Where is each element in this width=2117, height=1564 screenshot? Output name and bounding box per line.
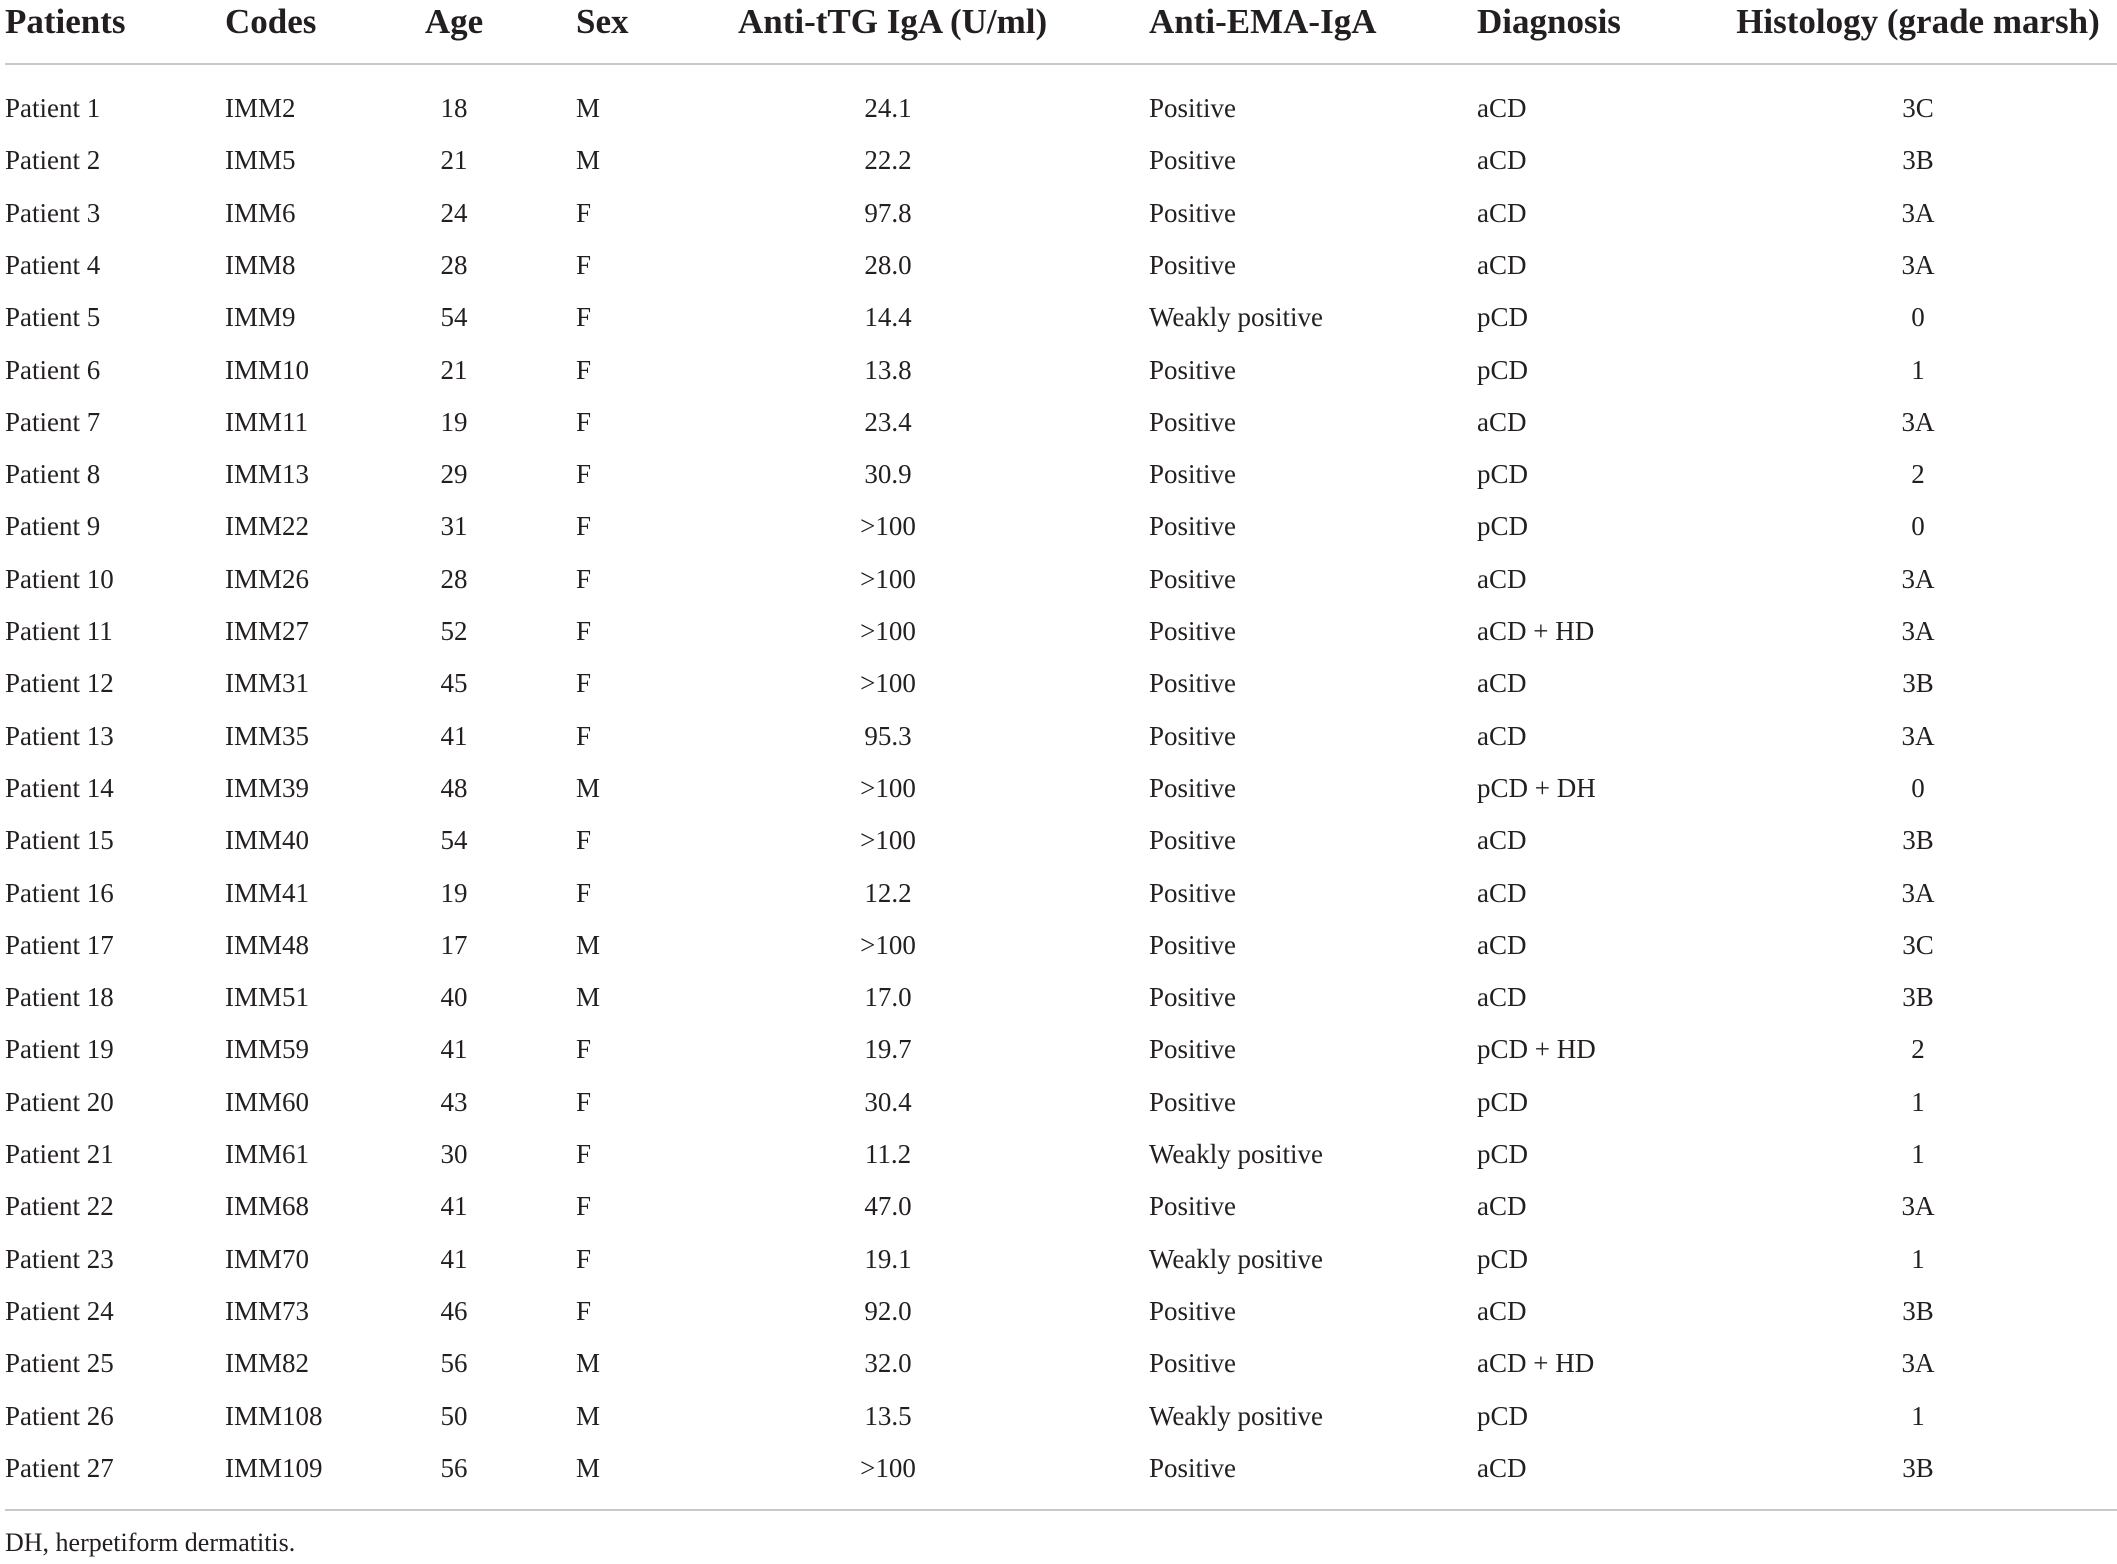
cell-anti-ema: Positive <box>1149 249 1237 280</box>
cell-age: 46 <box>440 1295 468 1326</box>
cell-anti-ttg: 22.2 <box>864 145 912 176</box>
cell-patient: Patient 13 <box>5 720 114 751</box>
cell-patient: Patient 14 <box>5 772 114 803</box>
cell-patient: Patient 4 <box>5 249 101 280</box>
cell-anti-ttg: 32.0 <box>864 1348 912 1379</box>
cell-age: 45 <box>440 668 468 699</box>
cell-code: IMM82 <box>225 1348 310 1379</box>
table-row <box>0 291 2117 343</box>
cell-code: IMM60 <box>225 1086 310 1117</box>
cell-age: 18 <box>440 93 468 123</box>
table-row <box>0 1023 2117 1075</box>
cell-histology: 3A <box>1901 249 1935 280</box>
table-footnote: DH, herpetiform dermatitis. <box>5 1528 296 1557</box>
header-histology: Histology (grade marsh) <box>1736 2 2100 41</box>
cell-sex: M <box>576 929 601 960</box>
cell-histology: 3B <box>1902 668 1934 699</box>
cell-patient: Patient 22 <box>5 1191 114 1222</box>
cell-age: 40 <box>440 982 468 1013</box>
cell-sex: M <box>576 1452 601 1483</box>
cell-age: 56 <box>440 1452 468 1483</box>
header-age: Age <box>424 2 484 41</box>
cell-histology: 0 <box>1911 772 1925 803</box>
cell-diagnosis: aCD <box>1477 1452 1527 1483</box>
cell-patient: Patient 2 <box>5 145 101 176</box>
cell-histology: 2 <box>1911 1034 1925 1065</box>
header-rule <box>5 63 2117 65</box>
cell-anti-ttg: >100 <box>860 668 916 699</box>
table-row <box>0 1285 2117 1337</box>
cell-diagnosis: pCD <box>1477 354 1529 385</box>
cell-sex: F <box>576 668 592 699</box>
cell-sex: M <box>576 145 601 176</box>
cell-age: 17 <box>440 929 468 960</box>
cell-histology: 3B <box>1902 145 1934 176</box>
cell-anti-ttg: >100 <box>860 1452 916 1483</box>
cell-sex: F <box>576 1086 592 1117</box>
cell-age: 24 <box>440 197 468 228</box>
cell-anti-ttg: >100 <box>860 511 916 542</box>
cell-patient: Patient 20 <box>5 1086 114 1117</box>
cell-anti-ema: Positive <box>1149 1034 1237 1065</box>
cell-code: IMM68 <box>225 1191 310 1222</box>
cell-sex: F <box>576 1191 592 1222</box>
cell-age: 41 <box>440 720 468 751</box>
table-row <box>0 1390 2117 1442</box>
cell-patient: Patient 5 <box>5 302 101 333</box>
cell-histology: 3A <box>1901 720 1935 751</box>
table-row <box>0 762 2117 814</box>
cell-anti-ema: Positive <box>1149 877 1237 908</box>
cell-histology: 3A <box>1901 1348 1935 1379</box>
cell-diagnosis: aCD <box>1477 249 1527 280</box>
cell-age: 21 <box>440 354 468 385</box>
table-row <box>0 867 2117 919</box>
table-row <box>0 134 2117 186</box>
cell-sex: M <box>576 1348 601 1379</box>
cell-code: IMM9 <box>225 302 296 333</box>
table-row <box>0 187 2117 239</box>
cell-sex: F <box>576 511 592 542</box>
cell-anti-ttg: 12.2 <box>864 877 912 908</box>
cell-age: 28 <box>440 249 468 280</box>
cell-sex: F <box>576 563 592 594</box>
cell-diagnosis: aCD <box>1477 720 1527 751</box>
cell-age: 52 <box>440 616 468 646</box>
cell-anti-ema: Positive <box>1149 1191 1237 1222</box>
table-row <box>0 344 2117 396</box>
cell-anti-ema: Positive <box>1149 825 1237 856</box>
table-row <box>0 1076 2117 1128</box>
cell-histology: 3A <box>1901 616 1935 646</box>
cell-anti-ema: Weakly positive <box>1149 1139 1324 1169</box>
cell-age: 31 <box>440 511 468 542</box>
cell-diagnosis: aCD <box>1477 197 1527 228</box>
cell-anti-ttg: 13.8 <box>864 354 912 385</box>
cell-patient: Patient 17 <box>5 929 114 960</box>
cell-anti-ema: Positive <box>1149 982 1237 1013</box>
cell-anti-ema: Positive <box>1149 459 1237 490</box>
cell-code: IMM22 <box>225 511 310 542</box>
cell-anti-ema: Positive <box>1149 772 1237 803</box>
cell-patient: Patient 16 <box>5 877 114 908</box>
cell-histology: 3B <box>1902 825 1934 856</box>
cell-patient: Patient 11 <box>5 616 113 646</box>
cell-anti-ema: Positive <box>1149 1348 1237 1379</box>
cell-diagnosis: pCD <box>1477 1400 1529 1431</box>
cell-code: IMM2 <box>225 93 296 123</box>
cell-histology: 3C <box>1902 929 1934 960</box>
cell-code: IMM39 <box>225 772 310 803</box>
cell-histology: 2 <box>1911 459 1925 490</box>
cell-histology: 3A <box>1901 1191 1935 1222</box>
cell-anti-ema: Positive <box>1149 1452 1237 1483</box>
cell-anti-ttg: 19.7 <box>864 1034 912 1065</box>
table-row <box>0 814 2117 866</box>
cell-code: IMM10 <box>225 354 310 385</box>
table-row <box>0 1128 2117 1180</box>
cell-sex: F <box>576 720 592 751</box>
cell-histology: 1 <box>1911 354 1925 385</box>
cell-patient: Patient 3 <box>5 197 101 228</box>
cell-histology: 3C <box>1902 93 1934 123</box>
cell-patient: Patient 1 <box>5 93 101 123</box>
cell-age: 54 <box>440 302 468 333</box>
cell-sex: M <box>576 982 601 1013</box>
header-anti-ttg: Anti-tTG IgA (U/ml) <box>738 2 1048 41</box>
cell-anti-ttg: 30.9 <box>864 459 912 490</box>
cell-anti-ttg: 28.0 <box>864 249 912 280</box>
cell-code: IMM109 <box>225 1452 323 1483</box>
cell-code: IMM6 <box>225 197 296 228</box>
cell-code: IMM26 <box>225 563 310 594</box>
cell-diagnosis: pCD <box>1477 459 1529 490</box>
cell-anti-ema: Positive <box>1149 145 1237 176</box>
cell-patient: Patient 12 <box>5 668 114 699</box>
cell-sex: F <box>576 1295 592 1326</box>
cell-patient: Patient 25 <box>5 1348 114 1379</box>
cell-anti-ema: Positive <box>1149 197 1237 228</box>
cell-sex: F <box>576 1139 592 1169</box>
cell-code: IMM8 <box>225 249 296 280</box>
cell-code: IMM108 <box>225 1400 323 1431</box>
cell-age: 29 <box>440 459 468 490</box>
cell-anti-ttg: 19.1 <box>864 1243 912 1274</box>
cell-age: 43 <box>440 1086 468 1117</box>
cell-anti-ema: Weakly positive <box>1149 1400 1324 1431</box>
cell-anti-ttg: 92.0 <box>864 1295 912 1326</box>
cell-age: 50 <box>440 1400 468 1431</box>
cell-age: 56 <box>440 1348 468 1379</box>
cell-anti-ttg: 95.3 <box>864 720 912 751</box>
cell-patient: Patient 18 <box>5 982 114 1013</box>
cell-diagnosis: aCD <box>1477 668 1527 699</box>
table-row <box>0 1180 2117 1232</box>
cell-patient: Patient 19 <box>5 1034 114 1065</box>
cell-histology: 3A <box>1901 877 1935 908</box>
cell-anti-ema: Positive <box>1149 511 1237 542</box>
cell-code: IMM48 <box>225 929 310 960</box>
header-sex: Sex <box>576 2 629 41</box>
cell-code: IMM13 <box>225 459 310 490</box>
cell-diagnosis: aCD <box>1477 877 1527 908</box>
cell-histology: 3A <box>1901 563 1935 594</box>
cell-sex: F <box>576 249 592 280</box>
cell-histology: 1 <box>1911 1243 1925 1274</box>
cell-anti-ema: Weakly positive <box>1149 1243 1324 1274</box>
table-row <box>0 82 2117 134</box>
cell-diagnosis: aCD <box>1477 145 1527 176</box>
cell-sex: F <box>576 877 592 908</box>
cell-diagnosis: aCD <box>1477 563 1527 594</box>
cell-anti-ttg: 24.1 <box>864 93 912 123</box>
cell-anti-ttg: 23.4 <box>864 406 912 437</box>
cell-code: IMM11 <box>225 406 309 437</box>
cell-diagnosis: aCD + HD <box>1477 1348 1595 1379</box>
cell-sex: F <box>576 302 592 333</box>
cell-diagnosis: pCD <box>1477 511 1529 542</box>
cell-diagnosis: pCD <box>1477 1086 1529 1117</box>
cell-diagnosis: pCD <box>1477 1243 1529 1274</box>
table-row <box>0 605 2117 657</box>
header-patients: Patients <box>5 2 126 41</box>
cell-diagnosis: aCD <box>1477 825 1527 856</box>
cell-code: IMM5 <box>225 145 296 176</box>
cell-sex: F <box>576 1243 592 1274</box>
cell-code: IMM41 <box>225 877 310 908</box>
bottom-rule <box>5 1509 2117 1511</box>
cell-anti-ema: Positive <box>1149 616 1237 646</box>
header-diagnosis: Diagnosis <box>1477 2 1621 41</box>
cell-patient: Patient 21 <box>5 1139 114 1169</box>
cell-code: IMM70 <box>225 1243 310 1274</box>
cell-patient: Patient 7 <box>5 406 101 437</box>
cell-diagnosis: pCD <box>1477 302 1529 333</box>
cell-age: 41 <box>440 1034 468 1065</box>
cell-age: 41 <box>440 1191 468 1222</box>
cell-code: IMM73 <box>225 1295 310 1326</box>
cell-patient: Patient 9 <box>5 511 101 542</box>
cell-diagnosis: pCD + DH <box>1477 772 1596 803</box>
cell-sex: F <box>576 354 592 385</box>
cell-histology: 0 <box>1911 302 1925 333</box>
cell-sex: F <box>576 197 592 228</box>
cell-code: IMM40 <box>225 825 310 856</box>
table-row <box>0 448 2117 500</box>
cell-histology: 3B <box>1902 1295 1934 1326</box>
cell-anti-ttg: >100 <box>860 616 916 646</box>
cell-patient: Patient 6 <box>5 354 101 385</box>
table-row <box>0 1337 2117 1389</box>
cell-code: IMM27 <box>225 616 310 646</box>
cell-anti-ttg: 11.2 <box>864 1139 912 1169</box>
cell-histology: 3A <box>1901 406 1935 437</box>
cell-age: 19 <box>440 406 468 437</box>
cell-anti-ttg: >100 <box>860 929 916 960</box>
cell-sex: F <box>576 459 592 490</box>
table-row <box>0 1442 2117 1494</box>
cell-code: IMM51 <box>225 982 310 1013</box>
cell-sex: F <box>576 1034 592 1065</box>
cell-patient: Patient 24 <box>5 1295 114 1326</box>
cell-age: 21 <box>440 145 468 176</box>
table-row <box>0 396 2117 448</box>
cell-diagnosis: aCD + HD <box>1477 616 1595 646</box>
cell-age: 54 <box>440 825 468 856</box>
cell-anti-ema: Positive <box>1149 354 1237 385</box>
cell-histology: 0 <box>1911 511 1925 542</box>
cell-code: IMM59 <box>225 1034 310 1065</box>
cell-patient: Patient 10 <box>5 563 114 594</box>
cell-diagnosis: pCD + HD <box>1477 1034 1596 1065</box>
cell-diagnosis: pCD <box>1477 1139 1529 1169</box>
cell-age: 41 <box>440 1243 468 1274</box>
cell-diagnosis: aCD <box>1477 1191 1527 1222</box>
cell-histology: 1 <box>1911 1400 1925 1431</box>
table-row <box>0 971 2117 1023</box>
cell-anti-ttg: 14.4 <box>864 302 912 333</box>
table-row <box>0 657 2117 709</box>
cell-age: 48 <box>440 772 468 803</box>
cell-sex: F <box>576 406 592 437</box>
cell-histology: 3B <box>1902 1452 1934 1483</box>
cell-code: IMM31 <box>225 668 310 699</box>
header-anti-ema: Anti-EMA-IgA <box>1149 2 1377 41</box>
table-row <box>0 239 2117 291</box>
cell-code: IMM35 <box>225 720 310 751</box>
table-row <box>0 710 2117 762</box>
cell-patient: Patient 26 <box>5 1400 114 1431</box>
cell-age: 30 <box>440 1139 468 1169</box>
cell-patient: Patient 27 <box>5 1452 114 1483</box>
cell-sex: M <box>576 93 601 123</box>
cell-anti-ema: Positive <box>1149 720 1237 751</box>
cell-anti-ttg: 13.5 <box>864 1400 912 1431</box>
cell-anti-ttg: 30.4 <box>864 1086 912 1117</box>
cell-diagnosis: aCD <box>1477 406 1527 437</box>
cell-histology: 1 <box>1911 1086 1925 1117</box>
cell-diagnosis: aCD <box>1477 1295 1527 1326</box>
header-codes: Codes <box>225 2 317 41</box>
cell-anti-ttg: 17.0 <box>864 982 912 1013</box>
table-row <box>0 1233 2117 1285</box>
cell-anti-ema: Positive <box>1149 563 1237 594</box>
cell-anti-ema: Positive <box>1149 406 1237 437</box>
cell-histology: 3A <box>1901 197 1935 228</box>
cell-patient: Patient 8 <box>5 459 101 490</box>
cell-anti-ttg: >100 <box>860 563 916 594</box>
table-header-row <box>0 0 2117 44</box>
cell-diagnosis: aCD <box>1477 93 1527 123</box>
cell-anti-ttg: >100 <box>860 825 916 856</box>
cell-patient: Patient 23 <box>5 1243 114 1274</box>
cell-sex: M <box>576 772 601 803</box>
cell-age: 28 <box>440 563 468 594</box>
table-row <box>0 500 2117 552</box>
cell-anti-ema: Positive <box>1149 929 1237 960</box>
cell-histology: 1 <box>1911 1139 1925 1169</box>
cell-code: IMM61 <box>225 1139 310 1169</box>
table-row <box>0 553 2117 605</box>
cell-anti-ttg: 97.8 <box>864 197 912 228</box>
cell-anti-ema: Weakly positive <box>1149 302 1324 333</box>
cell-diagnosis: aCD <box>1477 982 1527 1013</box>
cell-sex: F <box>576 825 592 856</box>
cell-age: 19 <box>440 877 468 908</box>
cell-anti-ttg: >100 <box>860 772 916 803</box>
cell-histology: 3B <box>1902 982 1934 1013</box>
cell-anti-ema: Positive <box>1149 668 1237 699</box>
cell-sex: F <box>576 616 592 646</box>
cell-anti-ttg: 47.0 <box>864 1191 912 1222</box>
cell-anti-ema: Positive <box>1149 1086 1237 1117</box>
cell-anti-ema: Positive <box>1149 1295 1237 1326</box>
cell-diagnosis: aCD <box>1477 929 1527 960</box>
cell-patient: Patient 15 <box>5 825 114 856</box>
cell-sex: M <box>576 1400 601 1431</box>
cell-anti-ema: Positive <box>1149 93 1237 123</box>
table-row <box>0 919 2117 971</box>
